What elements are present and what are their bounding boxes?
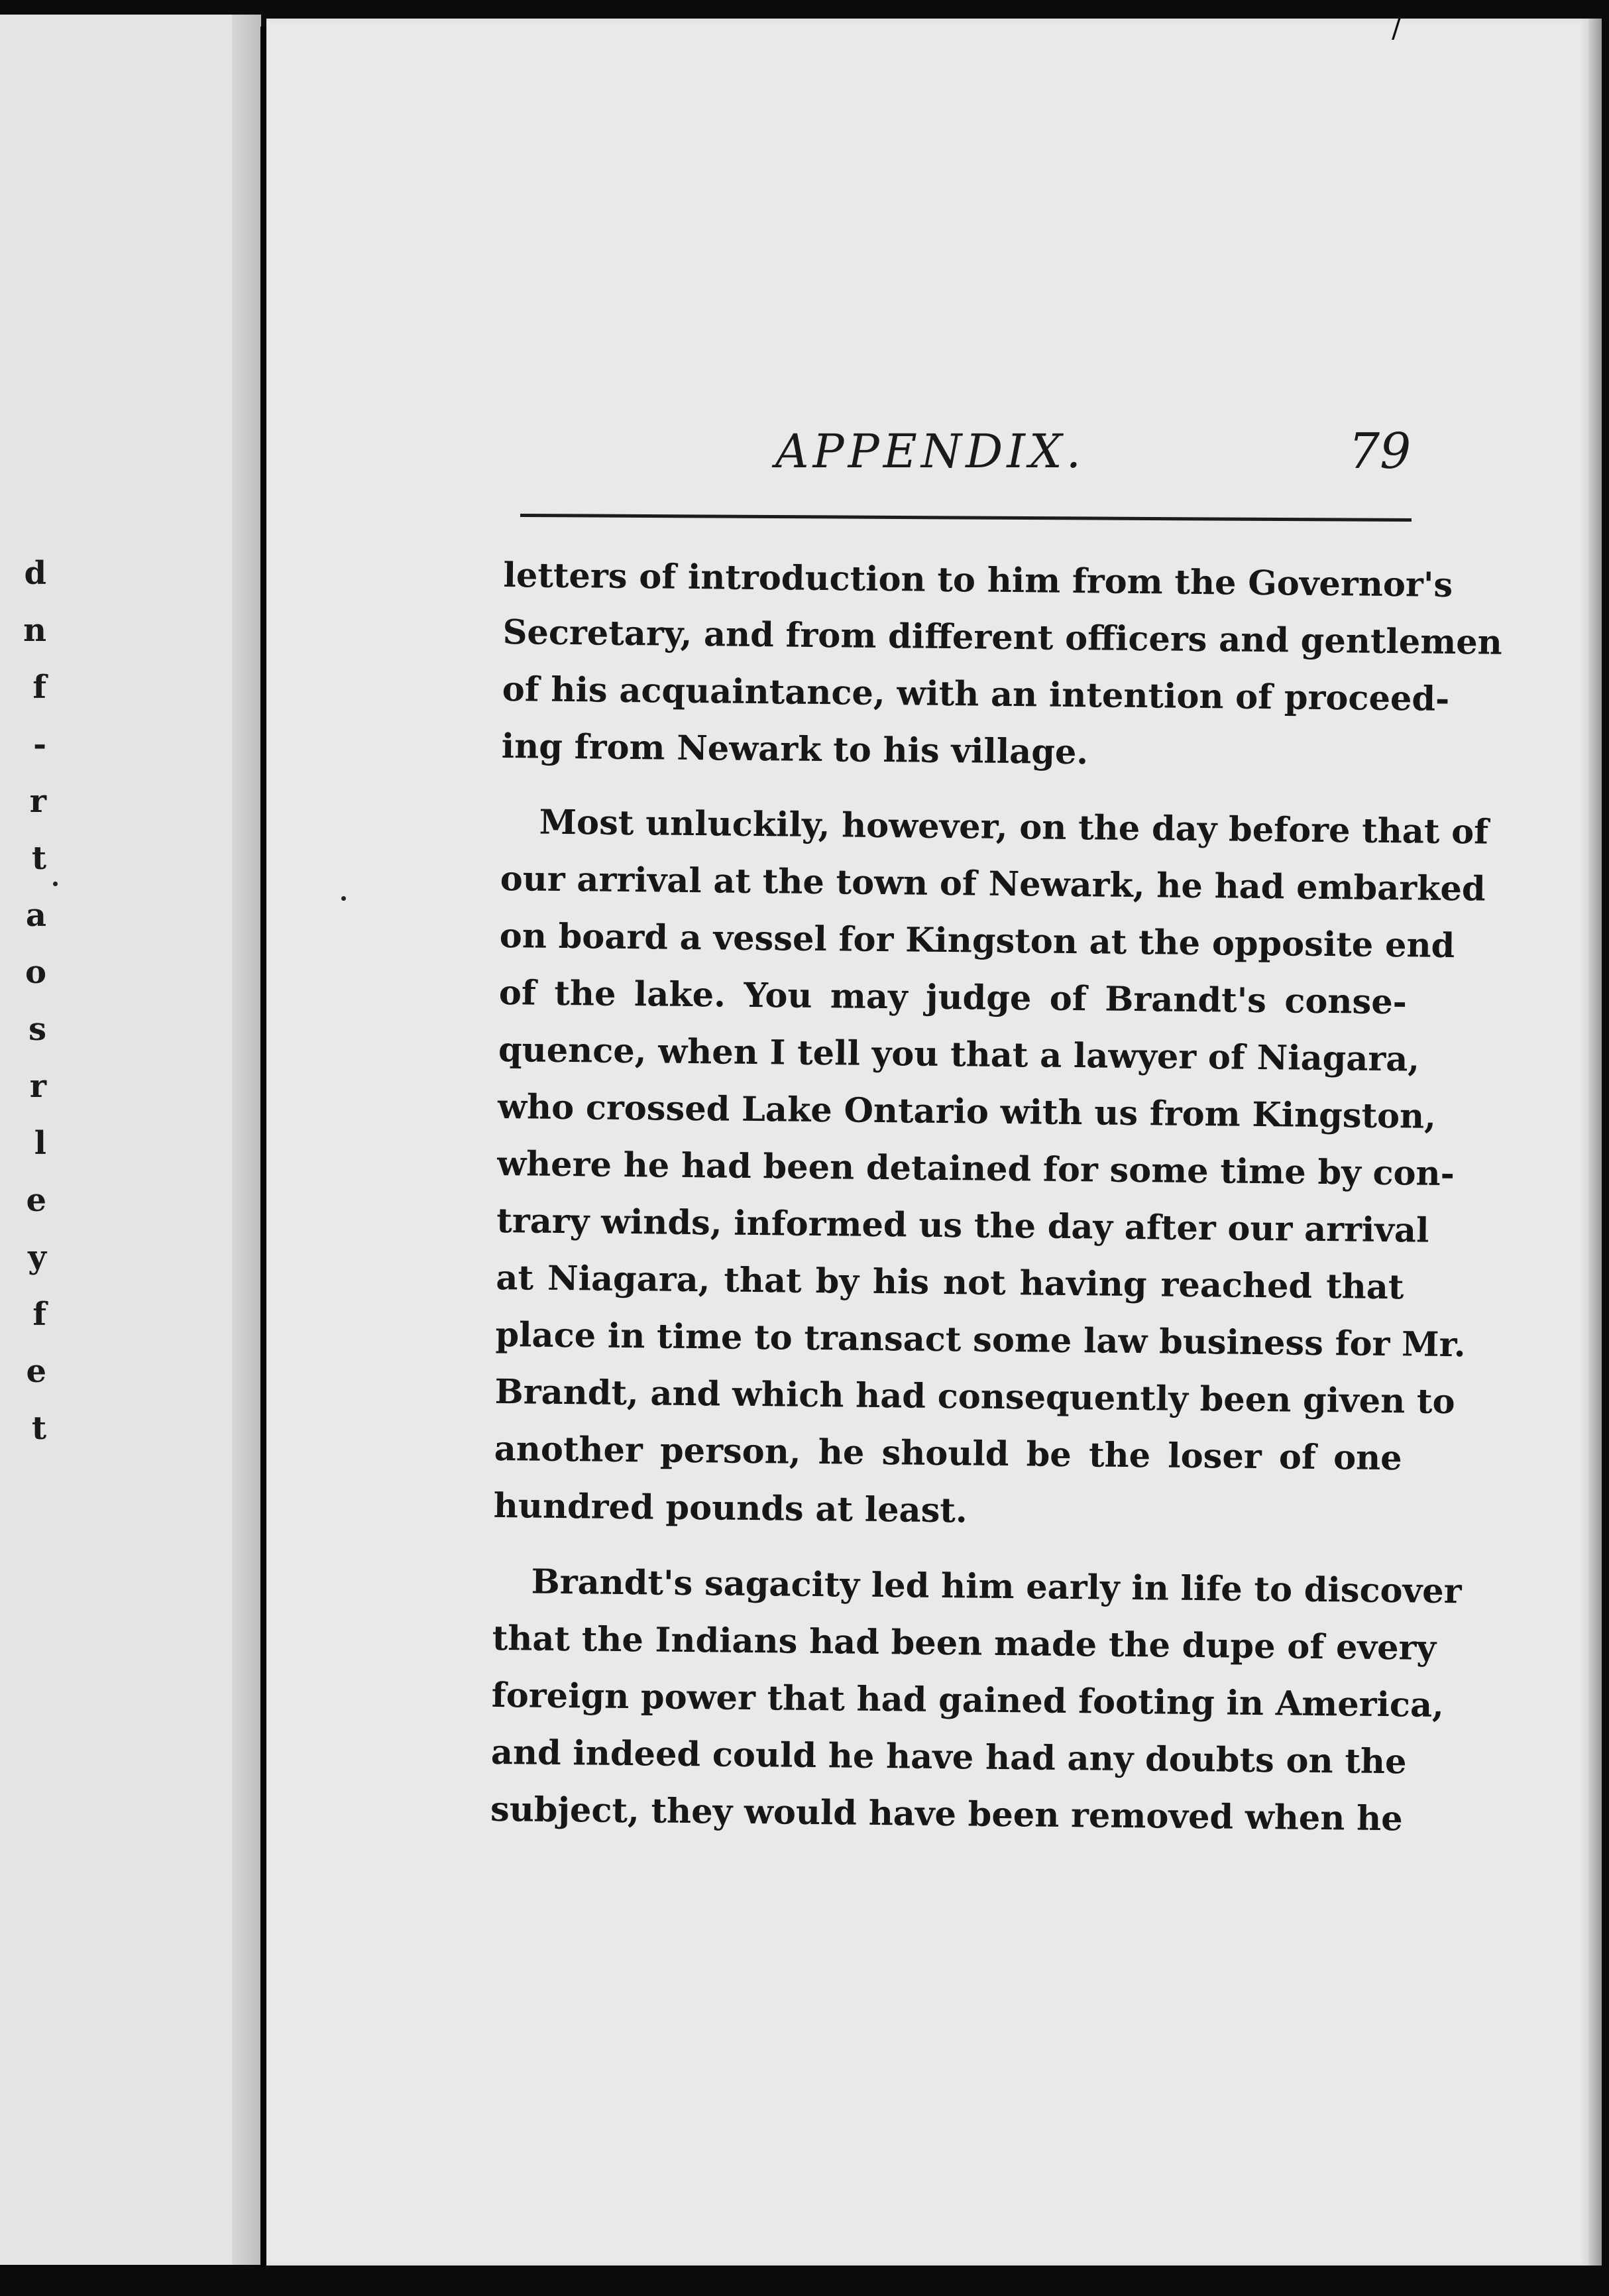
margin-fragment: t bbox=[31, 840, 46, 877]
body-text bbox=[490, 547, 1503, 1847]
running-head-title: APPENDIX. bbox=[775, 424, 1085, 479]
paragraph-3 bbox=[490, 1553, 1462, 1847]
text-line: foreign power that had gained footing in America, bbox=[491, 1675, 1445, 1725]
text-line: ing from Newark to his village. bbox=[501, 726, 1089, 773]
text-line: on board a vessel for Kingston at the opposite end bbox=[499, 915, 1455, 966]
text-line: letters of introduction to him from the Governor's bbox=[503, 555, 1453, 605]
text-line: Secretary, and from different officers and gentlemen bbox=[502, 612, 1503, 663]
text-line: at Niagara, that by his not having reached that bbox=[496, 1257, 1404, 1308]
page-edge bbox=[1588, 19, 1602, 2266]
margin-fragment: s bbox=[28, 1011, 46, 1048]
text-line: hundred pounds at least. bbox=[493, 1485, 968, 1531]
margin-fragment: t bbox=[31, 1410, 46, 1447]
corner-mark: / bbox=[1392, 11, 1402, 44]
margin-fragment: y bbox=[28, 1239, 46, 1276]
margin-fragment: l bbox=[34, 1125, 46, 1162]
margin-fragment: o bbox=[25, 954, 46, 991]
margin-fragment: - bbox=[33, 726, 46, 763]
text-line: who crossed Lake Ontario with us from Kingston, bbox=[497, 1086, 1437, 1137]
text-line: of the lake. You may judge of Brandt's conse- bbox=[498, 972, 1408, 1023]
text-line: quence, when I tell you that a lawyer of Niagara, bbox=[498, 1029, 1420, 1080]
margin-fragment: r bbox=[29, 1068, 46, 1105]
text-line: that the Indians had been made the dupe of every bbox=[492, 1618, 1437, 1668]
margin-fragment: e bbox=[26, 1353, 46, 1390]
text-line: and indeed could he have had any doubts on the bbox=[490, 1732, 1407, 1782]
text-line: subject, they would have been removed when he bbox=[490, 1789, 1403, 1839]
margin-fragment: n bbox=[23, 612, 46, 649]
book-spine bbox=[260, 27, 266, 2267]
text-line: place in time to transact some law business for Mr. bbox=[495, 1314, 1466, 1365]
ink-speck bbox=[341, 896, 346, 901]
text-line: trary winds, informed us the day after our arrival bbox=[496, 1200, 1429, 1251]
paragraph-1 bbox=[501, 547, 1503, 784]
left-page-margin-fragments bbox=[0, 545, 46, 1457]
margin-fragment: e bbox=[26, 1182, 46, 1219]
ink-speck bbox=[53, 882, 58, 886]
text-line: of his acquaintance, with an intention of proceed- bbox=[502, 669, 1450, 719]
margin-fragment: a bbox=[25, 897, 46, 934]
text-line: our arrival at the town of Newark, he had embarked bbox=[500, 858, 1486, 909]
margin-fragment: f bbox=[32, 669, 46, 706]
paragraph-2 bbox=[493, 793, 1489, 1544]
text-line: where he had been detained for some time by con- bbox=[496, 1143, 1455, 1194]
left-facing-page bbox=[0, 15, 260, 2265]
text-line: Brandt, and which had consequently been given to bbox=[494, 1371, 1455, 1422]
margin-fragment: r bbox=[29, 783, 46, 820]
page-number: 79 bbox=[1349, 423, 1412, 480]
margin-fragment: f bbox=[32, 1296, 46, 1333]
text-line: another person, he should be the loser of one bbox=[494, 1428, 1402, 1479]
book-gutter bbox=[232, 15, 261, 2265]
text-line: Brandt's sagacity led him early in life to discover bbox=[531, 1562, 1462, 1612]
margin-fragment: d bbox=[24, 555, 46, 592]
text-line: Most unluckily, however, on the day before that of bbox=[539, 802, 1489, 852]
